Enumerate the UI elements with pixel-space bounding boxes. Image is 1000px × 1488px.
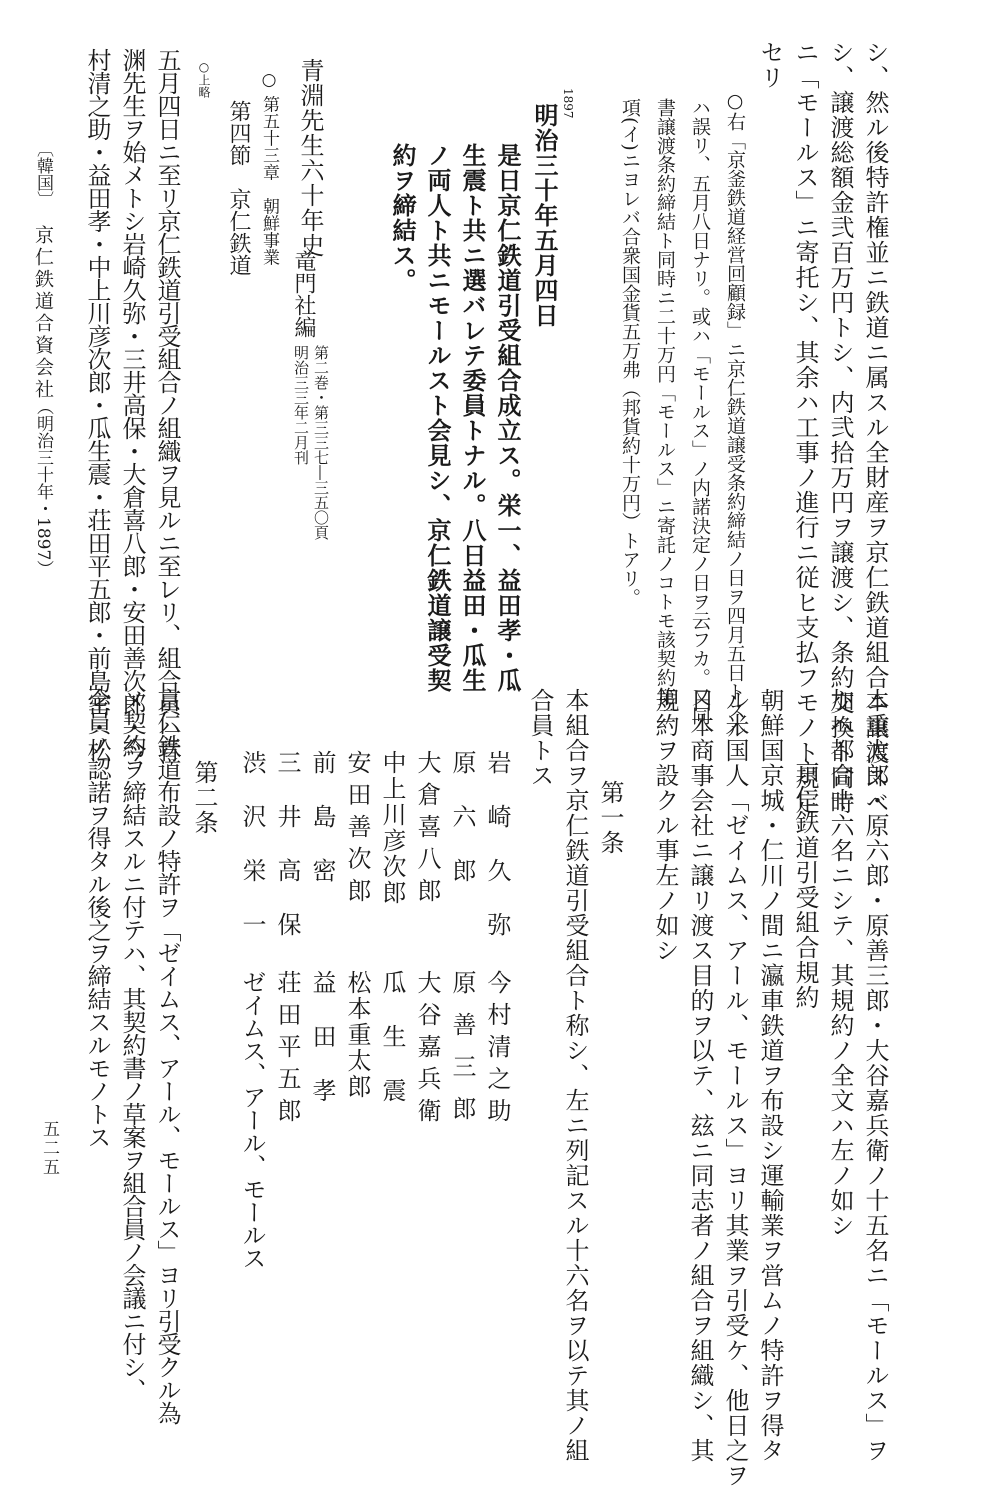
note-line-3: 書譲渡条約締結ト同時ニ二十万円「モールス」ニ寄託ノコトモ該契約第二 [654,98,676,725]
member-name: 大倉喜八郎 [413,750,441,910]
continuation-line-3: ニ「モールス」ニ寄托シ、其余ハ工事ノ進行ニ従ヒ支払フモノト規定 [791,40,819,815]
footer-date: （明治三十年・1897） [33,398,53,578]
member-name: 三井高保 [273,750,301,966]
member-name: 今村清之助 [483,970,511,1130]
source-volume-pages: 第二巻・第三三七―三五〇頁 [312,345,330,540]
article-2-heading: 第二条 [190,760,218,835]
article-2-line-2: メ契約ヲ締結スルニ付テハ、其契約書ノ草案ヲ組合員ノ会議ニ付シ、 [118,688,146,1401]
footer-title: 京仁鉄道合資会社 [32,225,54,401]
preamble-line-1: 朝鮮国京城・仁川ノ間ニ瀛車鉄道ヲ布設シ運輸業ヲ営ムノ特許ヲ得タ [756,688,784,1463]
preamble-line-3: 日本商事会社ニ譲リ渡ス目的ヲ以テ、玆ニ同志者ノ組合ヲ組織シ、其 [686,688,714,1463]
preamble-line-4: 規約ヲ設クル事左ノ如シ [651,688,679,963]
continuation-line-1: シ、然ル後特許権並ニ鉄道ニ属スル全財産ヲ京仁鉄道組合ニ譲渡スベ [861,40,889,815]
member-name: 瓜生震 [378,970,406,1132]
footer-country: 〔韓国〕 [33,140,53,208]
member-name: 松本重太郎 [343,970,371,1100]
member-name: 原六郎 [448,750,476,912]
entry-date: 明治三十年五月四日 [530,103,559,328]
note-line-1: ○右「京釜鉄道経営回顧録」ニ京仁鉄道譲受条約締結ノ日ヲ四月五日トスル [724,90,746,739]
entry-line-4: 約ヲ締結ス。 [388,143,417,293]
member-name: 原善三郎 [448,970,476,1138]
source-title: 青淵先生六十年史 [296,58,324,258]
article-1-line-2: 合員トス [526,688,554,788]
article-2-line-3: 全員ノ認諾ヲ得タル後之ヲ締結スルモノトス [83,688,111,1148]
article-1-line-1: 本組合ヲ京仁鉄道引受組合ト称シ、左ニ列記スル十六名ヲ以テ其ノ組 [561,688,589,1463]
article-1-heading: 第一条 [596,780,624,855]
omission-mark: ○上略 [197,60,211,98]
source-publication-date: 明治三三年二月刊 [292,345,310,465]
body-line-3: 村清之助・益田孝・中上川彦次郎・瓜生震・荘田平五郎・前島密・松 [83,48,111,761]
entry-line-2: 生震ト共ニ選バレテ委員トナル。八日益田・瓜生 [458,143,487,693]
continuation-line-4: セリ [756,40,784,90]
body-line-1: 五月四日ニ至リ京仁鉄道引受組合ノ組織ヲ見ルニ至レリ、組合員ハ青 [153,48,181,761]
entry-line-3: ノ両人ト共ニモールスト会見シ、京仁鉄道譲受契 [423,143,452,693]
member-name: 安田善次郎 [343,750,371,910]
preamble-line-2: ル米国人「ゼイムス、アール、モールス」ヨリ其業ヲ引受ケ、他日之ヲ [721,688,749,1488]
body-line-2: 渊先生ヲ始メトシ岩崎久弥・三井高保・大倉喜八郎・安田善次郎・今 [118,48,146,761]
rules-heading: 京仁鉄道引受組合規約 [791,760,819,1010]
member-name: 荘田平五郎 [273,970,301,1130]
note-line-2: ハ誤リ、五月八日ナリ。或ハ「モールス」ノ内諾決定ノ日ヲ云フカ。又同 [689,98,711,725]
member-name: ゼイムス、アール、モールス [238,970,266,1269]
member-name: 前島密 [308,750,336,912]
member-name: 大谷嘉兵衛 [413,970,441,1130]
entry-line-1: 是日京仁鉄道引受組合成立ス。栄一、益田孝・瓜 [493,143,522,693]
member-name: 渋沢栄一 [238,750,266,966]
lower-line-1: 本重太郎・原六郎・原善三郎・大谷嘉兵衛ノ十五名ニ「モールス」ヲ [861,688,889,1463]
member-name: 益田孝 [308,970,336,1132]
continuation-line-2: シ、譲渡総額金弐百万円トシ、内弐拾万円ヲ譲渡シ、条約交換ト同時 [826,40,854,815]
chapter-heading: ○ 第五十三章 朝鮮事業 [259,70,279,266]
article-2-line-1: 京仁鉄道布設ノ特許ヲ「ゼイムス、アール、モールス」ヨリ引受クル為 [153,688,181,1424]
source-publisher: 竜門社編 [291,250,316,338]
note-line-4: 項(イ)ニヨレバ合衆国金貨五万弗（邦貨約十万円）トアリ。 [619,98,641,607]
member-name: 中上川彦次郎 [378,750,406,906]
page-number: 五二五 [39,1120,59,1177]
year-label: 1897 [561,88,575,119]
lower-line-2: 加ヘ都合十六名ニシテ、其規約ノ全文ハ左ノ如シ [826,688,854,1238]
member-name: 岩崎久弥 [483,750,511,966]
section-heading: 第四節 京仁鉄道 [226,100,251,276]
